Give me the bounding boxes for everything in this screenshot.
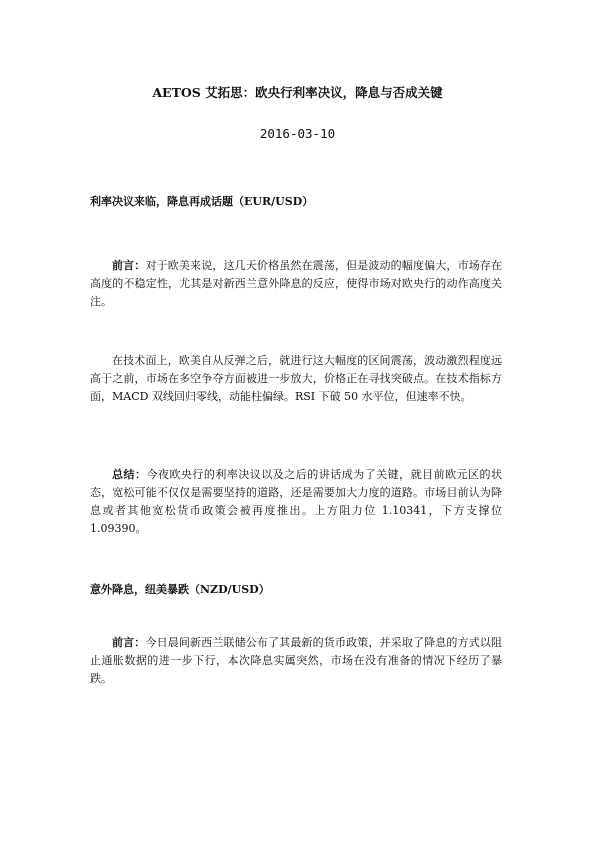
section-heading-eurusd: 利率决议来临，降息再成话题（EUR/USD） — [90, 195, 314, 208]
paragraph-summary-eurusd — [90, 466, 502, 538]
section-heading-nzdusd: 意外降息，纽美暴跌（NZD/USD） — [90, 583, 270, 596]
document-date: 2016-03-10 — [259, 126, 336, 141]
paragraph-text: 对于欧美来说，这几天价格虽然在震荡，但是波动的幅度偏大，市场存在高度的不稳定性，尤其是对新西兰意外降息的反应，使得市场对欧央行的动作高度关注。 — [90, 259, 503, 308]
paragraph-text: 今夜欧央行的利率决议以及之后的讲话成为了关键，就目前欧元区的状态，宽松可能不仅仅是需要坚持的道路，还是需要加大力度的道路。市场目前认为降息或者其他宽松货币政策会被再度推出。上方阻力位 1.10341，下方支撑位 1.09390。 — [90, 468, 503, 535]
paragraph-text: 今日晨间新西兰联储公布了其最新的货币政策，并采取了降息的方式以阻止通胀数据的进一步下行，本次降息实属突然，市场在没有准备的情况下经历了暴跌。 — [90, 636, 503, 685]
document-title: AETOS 艾拓思：欧央行利率决议，降息与否成关键 — [152, 85, 443, 100]
paragraph-lead-label: 前言： — [112, 636, 146, 649]
paragraph-technical-eurusd — [90, 352, 502, 406]
paragraph-lead-label: 总结： — [112, 468, 147, 481]
paragraph-preface-eurusd — [90, 257, 502, 311]
paragraph-lead-label: 前言： — [112, 259, 146, 272]
paragraph-text: 在技术面上，欧美自从反弹之后，就进行这大幅度的区间震荡，波动激烈程度远高于之前，市场在多空争夺方面被进一步放大，价格正在寻找突破点。在技术指标方面，MACD 双线回归零线，动能柱偏绿。RSI 下破 50 水平位，但速率不快。 — [90, 354, 502, 403]
paragraph-preface-nzdusd — [90, 634, 502, 688]
